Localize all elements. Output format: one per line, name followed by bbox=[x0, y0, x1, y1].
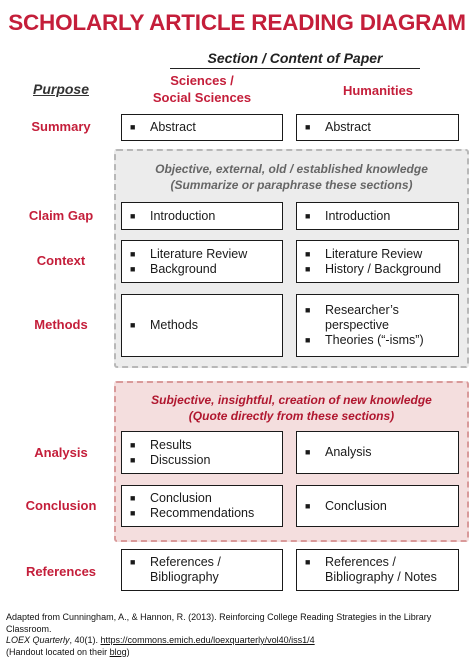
bullet-icon: ■ bbox=[305, 120, 310, 135]
article-link[interactable]: https://commons.emich.edu/loexquarterly/vol40/iss1/4 bbox=[101, 635, 315, 645]
bullet-icon: ■ bbox=[305, 262, 310, 277]
bullet-icon: ■ bbox=[305, 333, 310, 348]
bullet-icon: ■ bbox=[130, 318, 135, 333]
journal-name: LOEX Quarterly bbox=[6, 635, 70, 645]
bullet-icon: ■ bbox=[305, 209, 310, 224]
list-item: ■ References / Bibliography / Notes bbox=[305, 555, 453, 585]
objective-note-line-2: (Summarize or paraphrase these sections) bbox=[116, 177, 467, 193]
cell-context-sciences bbox=[121, 240, 283, 283]
bullet-icon: ■ bbox=[130, 506, 135, 521]
cell-conclusion-humanities bbox=[296, 485, 459, 527]
list-item: ■ References / Bibliography bbox=[130, 555, 260, 585]
cell-methods-humanities bbox=[296, 294, 459, 357]
list-item: ■ Background bbox=[130, 262, 247, 277]
list-item: ■ Recommendations bbox=[130, 506, 254, 521]
bullet-icon: ■ bbox=[305, 445, 310, 460]
list-item: ■ Literature Review bbox=[130, 247, 247, 262]
subjective-note bbox=[116, 392, 467, 424]
bullet-icon: ■ bbox=[130, 555, 135, 570]
list-item: ■ Discussion bbox=[130, 453, 210, 468]
cell-context-humanities bbox=[296, 240, 459, 283]
cell-claim-gap-sciences bbox=[121, 202, 283, 230]
objective-note-line-1: Objective, external, old / established knowledge bbox=[116, 161, 467, 177]
cell-summary-sciences bbox=[121, 114, 283, 141]
journal-issue: , 40(1). bbox=[70, 635, 101, 645]
list-item: ■ Literature Review bbox=[305, 247, 441, 262]
cell-analysis-humanities bbox=[296, 431, 459, 474]
list-item: ■ Conclusion bbox=[305, 499, 387, 514]
blog-link[interactable]: blog bbox=[110, 647, 127, 657]
subjective-note-line-1: Subjective, insightful, creation of new knowledge bbox=[116, 392, 467, 408]
purpose-heading: Purpose bbox=[12, 81, 110, 97]
citation-footer bbox=[6, 612, 472, 658]
bullet-icon: ■ bbox=[130, 491, 135, 506]
list-item: ■ Introduction bbox=[305, 209, 390, 224]
row-label-references: References bbox=[8, 564, 114, 579]
row-label-conclusion: Conclusion bbox=[8, 498, 114, 513]
cell-claim-gap-humanities bbox=[296, 202, 459, 230]
list-item: ■ Theories (“-isms”) bbox=[305, 333, 425, 348]
list-item: ■ Abstract bbox=[305, 120, 371, 135]
list-item: ■ Analysis bbox=[305, 445, 372, 460]
row-label-claim-gap: Claim Gap bbox=[8, 208, 114, 223]
citation-line-1: Adapted from Cunningham, A., & Hannon, R. (2013). Reinforcing College Reading Strategies in the Library Classroom. bbox=[6, 612, 472, 635]
column-header-sciences-line-2: Social Sciences bbox=[120, 89, 284, 106]
bullet-icon: ■ bbox=[305, 303, 310, 318]
bullet-icon: ■ bbox=[305, 247, 310, 262]
cell-analysis-sciences bbox=[121, 431, 283, 474]
cell-summary-humanities bbox=[296, 114, 459, 141]
cell-references-sciences bbox=[121, 549, 283, 591]
cell-methods-sciences bbox=[121, 294, 283, 357]
row-label-analysis: Analysis bbox=[8, 445, 114, 460]
list-item: ■ Results bbox=[130, 438, 210, 453]
bullet-icon: ■ bbox=[130, 209, 135, 224]
cell-conclusion-sciences bbox=[121, 485, 283, 527]
subjective-note-line-2: (Quote directly from these sections) bbox=[116, 408, 467, 424]
row-label-context: Context bbox=[8, 253, 114, 268]
list-item: ■ Conclusion bbox=[130, 491, 254, 506]
bullet-icon: ■ bbox=[130, 262, 135, 277]
row-label-methods: Methods bbox=[8, 317, 114, 332]
bullet-icon: ■ bbox=[305, 499, 310, 514]
list-item: ■ History / Background bbox=[305, 262, 441, 277]
heading-underline bbox=[170, 68, 420, 69]
bullet-icon: ■ bbox=[130, 247, 135, 262]
bullet-icon: ■ bbox=[130, 120, 135, 135]
column-header-sciences-line-1: Sciences / bbox=[120, 72, 284, 89]
list-item: ■ Methods bbox=[130, 318, 198, 333]
objective-note bbox=[116, 161, 467, 193]
list-item: ■ Introduction bbox=[130, 209, 215, 224]
column-header-sciences bbox=[120, 72, 284, 106]
section-content-heading: Section / Content of Paper bbox=[170, 50, 420, 66]
cell-references-humanities bbox=[296, 549, 459, 591]
bullet-icon: ■ bbox=[305, 555, 310, 570]
list-item: ■ Researcher’s perspective bbox=[305, 303, 425, 333]
bullet-icon: ■ bbox=[130, 453, 135, 468]
list-item: ■ Abstract bbox=[130, 120, 196, 135]
citation-line-3: (Handout located on their blog) bbox=[6, 647, 472, 658]
row-label-summary: Summary bbox=[8, 119, 114, 134]
bullet-icon: ■ bbox=[130, 438, 135, 453]
diagram-title: SCHOLARLY ARTICLE READING DIAGRAM bbox=[0, 10, 474, 36]
column-header-humanities: Humanities bbox=[296, 82, 460, 99]
citation-line-2 bbox=[6, 635, 472, 647]
